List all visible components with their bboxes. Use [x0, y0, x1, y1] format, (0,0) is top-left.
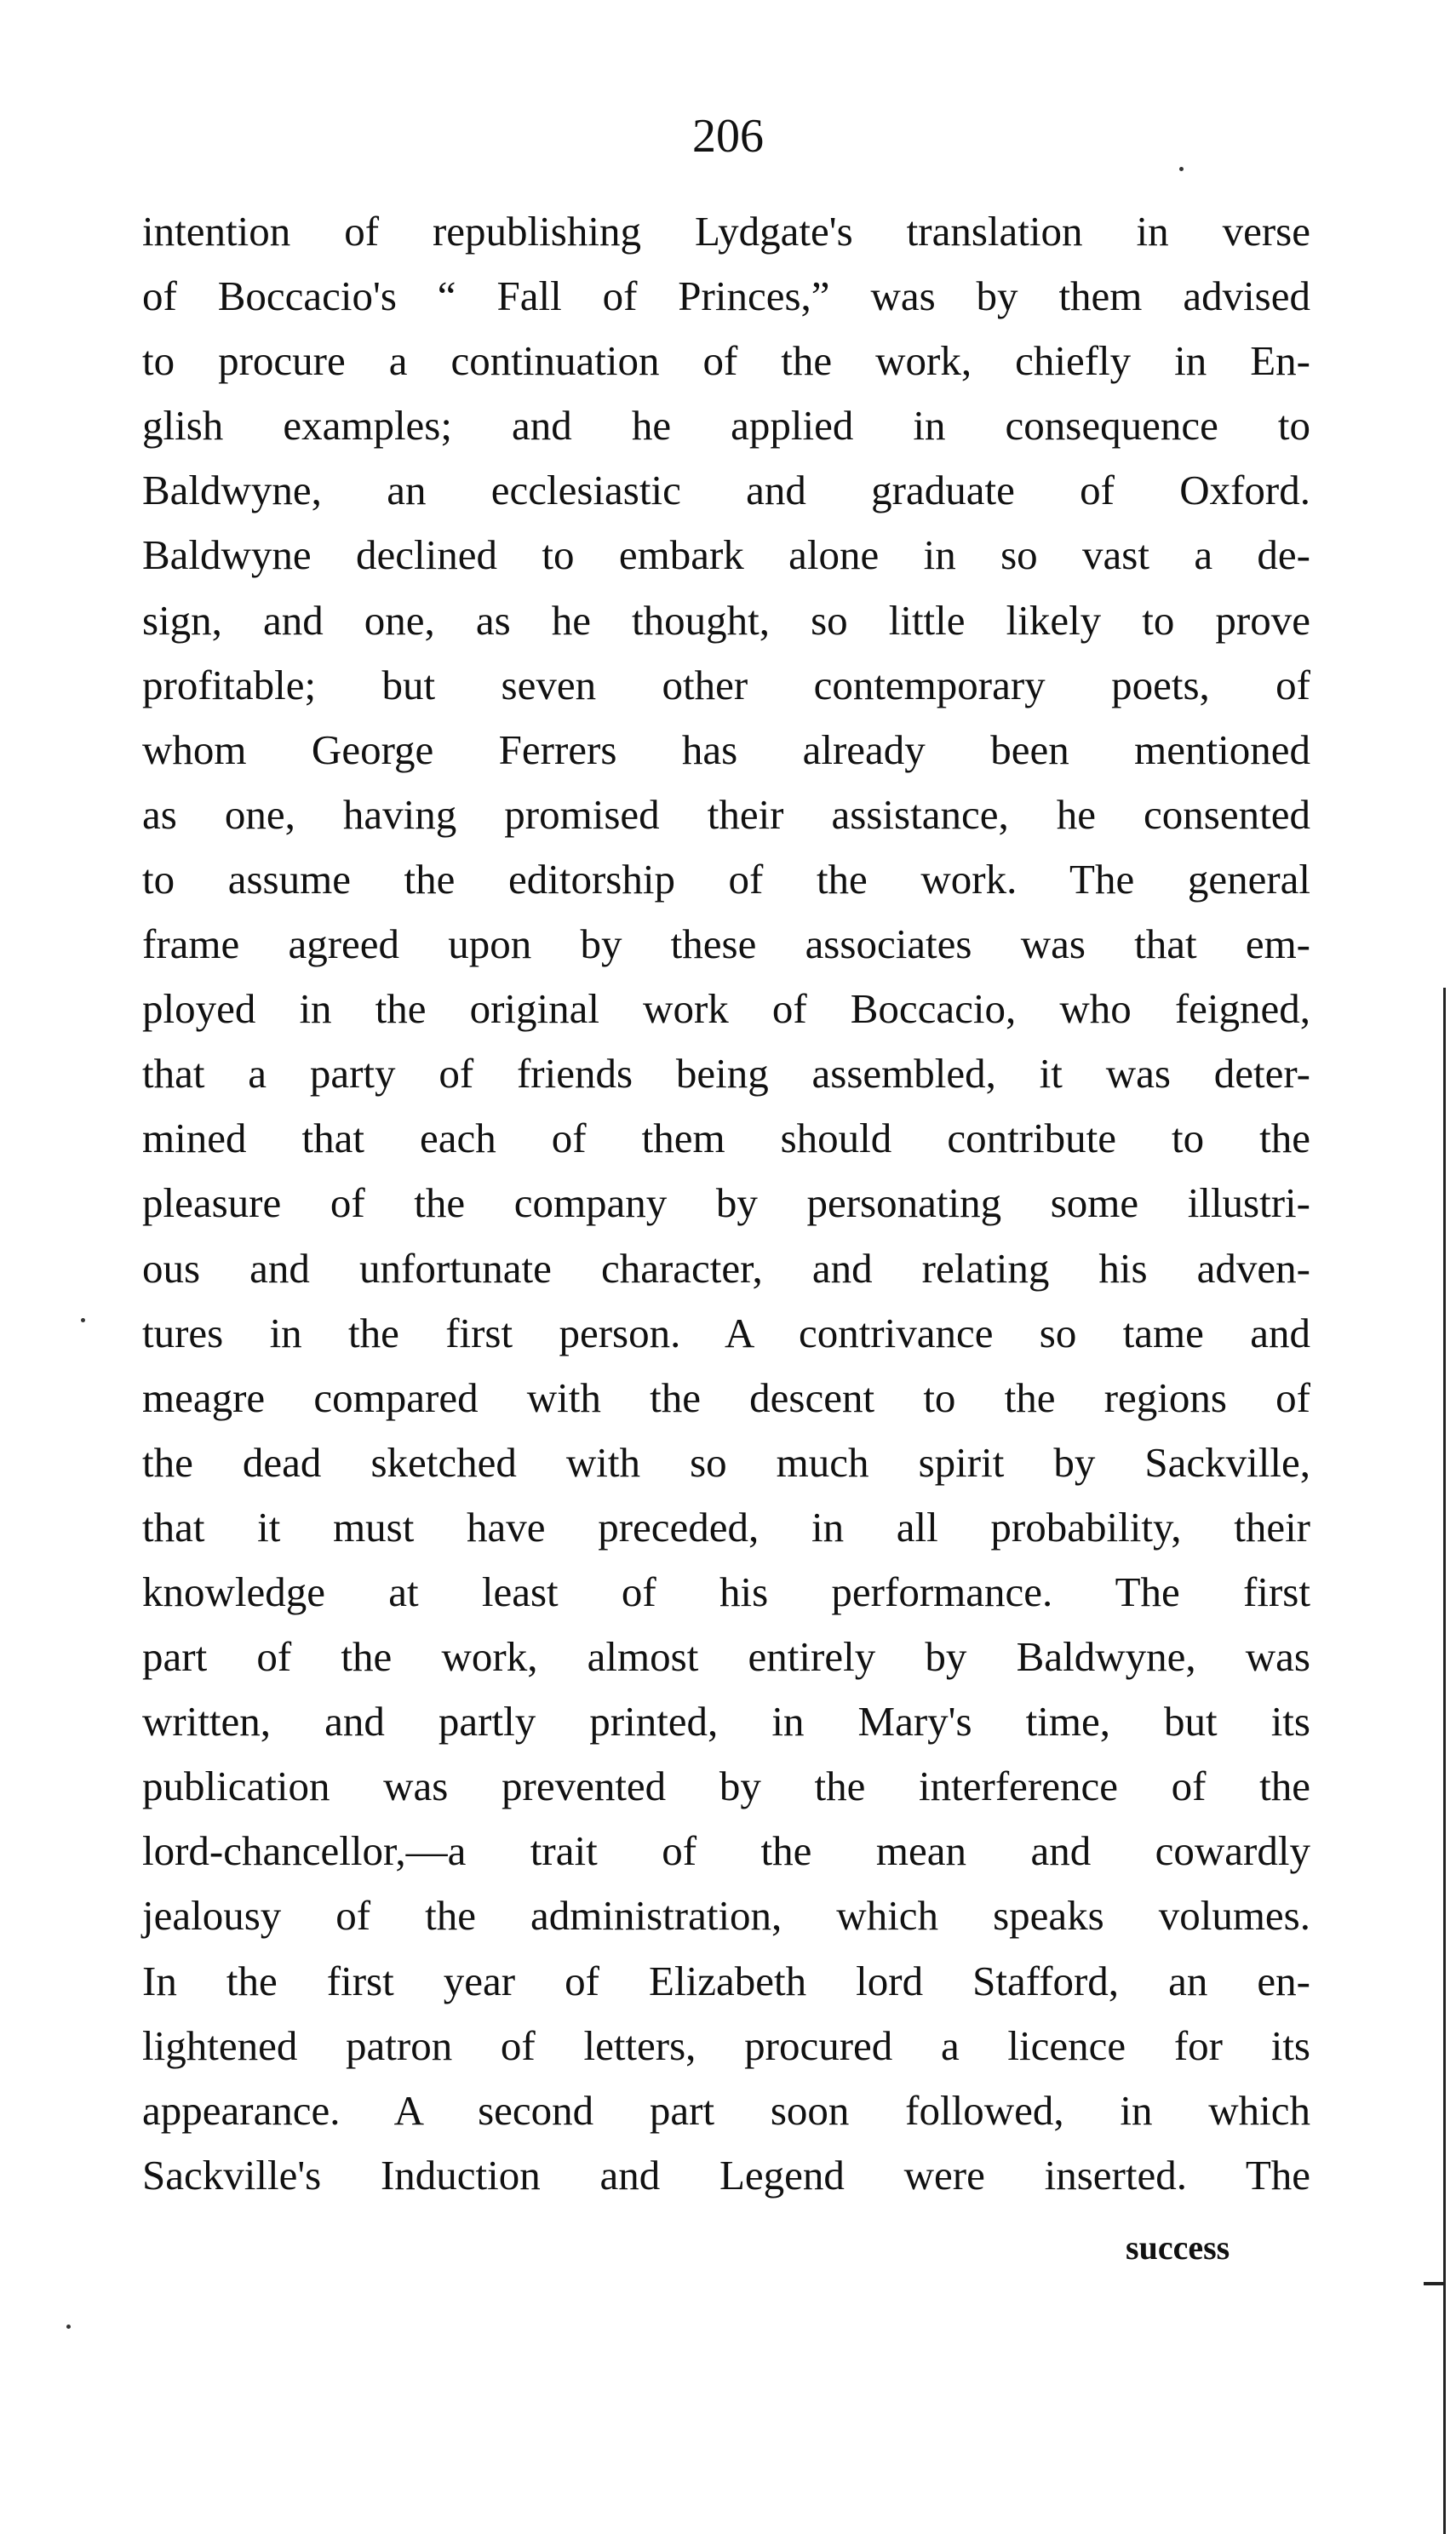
text-line: written, and partly printed, in Mary's time, but its	[142, 1698, 1310, 1746]
text-line: profitable; but seven other contemporary poets, of	[142, 661, 1310, 708]
text-line: as one, having promised their assistance, he consented	[142, 790, 1310, 838]
text-line: jealousy of the administration, which speaks volumes.	[142, 1892, 1310, 1940]
page-edge-rule	[1443, 988, 1446, 2534]
text-line: pleasure of the company by personating some illustri-	[142, 1179, 1310, 1227]
text-line: Baldwyne, an ecclesiastic and graduate of Oxford.	[142, 467, 1310, 514]
text-line: that a party of friends being assembled, it was deter-	[142, 1050, 1310, 1098]
text-line: whom George Ferrers has already been mentioned	[142, 725, 1310, 773]
text-line: lightened patron of letters, procured a licence for its	[142, 2021, 1310, 2069]
text-line: Baldwyne declined to embark alone in so vast a de-	[142, 531, 1310, 579]
text-line: knowledge at least of his performance. The first	[142, 1568, 1310, 1615]
text-line: to assume the editorship of the work. The general	[142, 855, 1310, 903]
text-line: Sackville's Induction and Legend were inserted. The	[142, 2151, 1310, 2199]
speck	[66, 2325, 71, 2329]
text-line: sign, and one, as he thought, so little likely to prove	[142, 596, 1310, 644]
text-line: ployed in the original work of Boccacio, who feigned,	[142, 985, 1310, 1033]
text-line: part of the work, almost entirely by Baldwyne, was	[142, 1633, 1310, 1681]
text-line: to procure a continuation of the work, chiefly in En-	[142, 337, 1310, 385]
text-line: glish examples; and he applied in consequence to	[142, 402, 1310, 450]
text-line: tures in the first person. A contrivance so tame and	[142, 1309, 1310, 1356]
body-text	[142, 199, 1310, 2208]
catchword: success	[1126, 2228, 1230, 2267]
text-line: publication was prevented by the interference of the	[142, 1763, 1310, 1810]
page-number: 206	[692, 110, 764, 163]
text-line: of Boccacio's “ Fall of Princes,” was by them advised	[142, 272, 1310, 320]
text-line: intention of republishing Lydgate's translation in verse	[142, 208, 1310, 255]
speck	[1179, 167, 1184, 171]
text-line: ous and unfortunate character, and relating his adven-	[142, 1244, 1310, 1292]
text-line: meagre compared with the descent to the regions of	[142, 1373, 1310, 1421]
text-line: frame agreed upon by these associates was that em-	[142, 920, 1310, 968]
text-line: lord-chancellor,—a trait of the mean and cowardly	[142, 1827, 1310, 1875]
page-edge-mark	[1424, 2282, 1446, 2285]
text-line: In the first year of Elizabeth lord Stafford, an en-	[142, 1957, 1310, 2004]
speck	[81, 1318, 85, 1322]
text-line: appearance. A second part soon followed, in which	[142, 2086, 1310, 2134]
text-line: mined that each of them should contribute to the	[142, 1115, 1310, 1162]
text-line: the dead sketched with so much spirit by Sackville,	[142, 1438, 1310, 1486]
text-line: that it must have preceded, in all probability, their	[142, 1503, 1310, 1551]
